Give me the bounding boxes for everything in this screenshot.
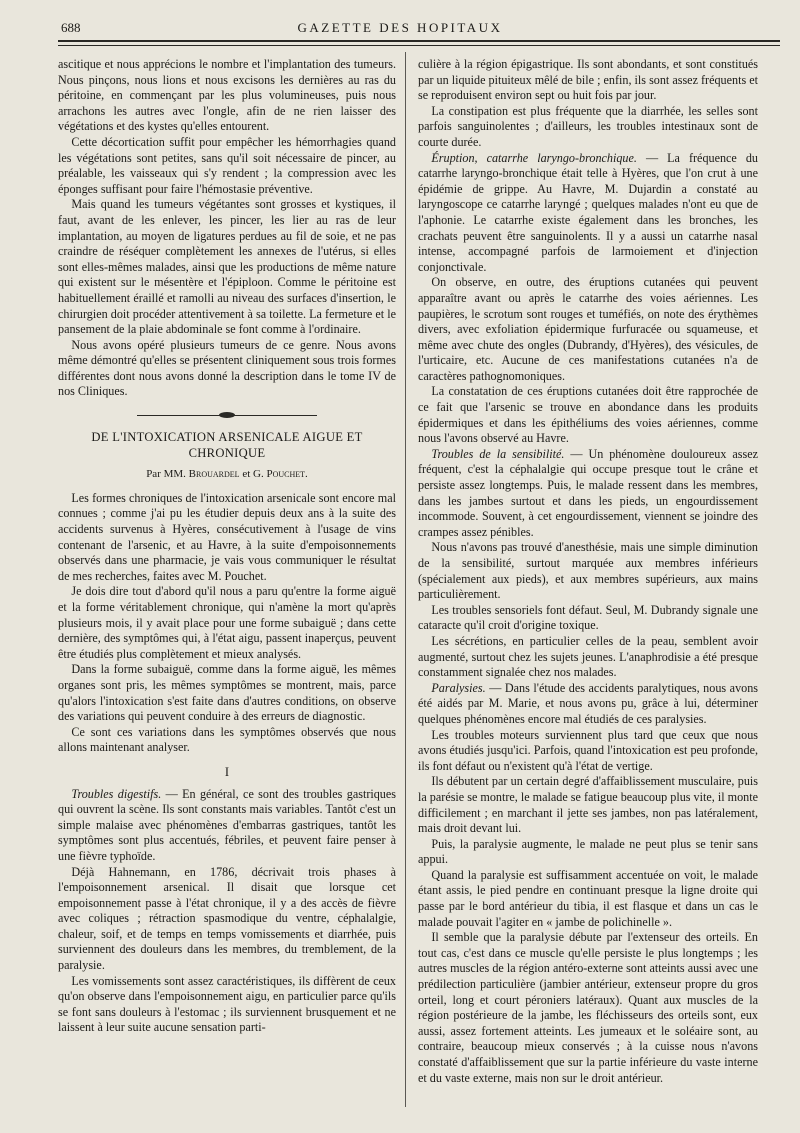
paragraph: On observe, en outre, des éruptions cutanées qui peuvent apparaître avant ou après le catarrhe des voies aériennes. Les paupières, le scrotum sont rouges et tuméfiés, on note des érythèmes divers, avec exfoliation épidermique furfuracée ou squameuse, et même avec chute des ongles (Dubrandy, d'Hyères), des vésicules, de l'urticaire, etc. Aucune de ces manifestations cutanées n'a de caractères pathognomoniques.	[418, 275, 758, 383]
paragraph: Je dois dire tout d'abord qu'il nous a paru qu'entre la forme aiguë et la forme véritablement chronique, qui n'amène la mort qu'après plusieurs mois, il y avait place pour une forme subaiguë ; dans cette dernière, des symptômes qui, à l'état aigu, passent inaperçus, peuvent être étudiés plus complètement et mieux analysés.	[58, 584, 396, 661]
paragraph: Quand la paralysie est suffisamment accentuée on voit, le malade étant assis, le pied pendre en continuant presque la ligne droite qui passe par le bord antérieur du tibia, il est flasque et dans un cas le malade pouvait l'agiter en « jambe de polichinelle ».	[418, 867, 758, 929]
byline-conjunction: et	[242, 468, 251, 481]
header-rule-thin	[58, 45, 780, 46]
byline	[58, 467, 396, 483]
right-column	[418, 57, 758, 1117]
paragraph: Ils débutent par un certain degré d'affaiblissement musculaire, puis la parésie se montre, le malade se fatigue beaucoup plus vite, il monte difficilement ; en marchant il jette ses jambes, non pas latéralement, mais droit devant lui.	[418, 774, 758, 836]
paragraph: Cette décortication suffit pour empêcher les hémorrhagies quand les végétations sont petites, sans qu'il soit nécessaire de pincer, au préalable, les vaisseaux qui s'y rendent ; la compression avec les éponges suffisant pour faire l'hémostasie préventive.	[58, 134, 396, 196]
paragraph-body: — En général, ce sont des troubles gastriques qui ouvrent la scène. Ils sont constants mais variables. Tantôt c'est un simple malaise avec phénomènes d'embarras gastriques, tantôt les symptômes sont plus accentués, fébriles, et peuvent faire penser à une fièvre typhoïde.	[58, 786, 396, 863]
section-separator	[137, 412, 317, 420]
left-column	[58, 57, 396, 1117]
paragraph: Mais quand les tumeurs végétantes sont grosses et kystiques, il faut, avant de les enlever, les pincer, les lier au ras de leur implantation, au moyen de ligatures perdues au fil de soie, et ne pas craindre de réséquer complètement les annexes de l'utérus, si elles sont elles-mêmes malades, ainsi que les productions de même nature qui existent sur le mésentère et l'épiploon. Comme le péritoine est habituellement éraillé et ramolli au niveau des surfaces d'insertion, le chirurgien doit procéder attentivement à sa toilette. La fermeture et le pansement de la plaie abdominale se font comme à l'ordinaire.	[58, 197, 396, 337]
page-number: 688	[61, 20, 81, 35]
subsection-heading: Troubles digestifs.	[71, 786, 162, 801]
paragraph: Nous n'avons pas trouvé d'anesthésie, mais une simple diminution de la sensibilité, surtout marquée aux membres inférieurs (spécialement aux pieds), et aux membres supérieurs, aux mains particulièrement.	[418, 540, 758, 602]
paragraph: Les troubles moteurs surviennent plus tard que ceux que nous avons étudiés jusqu'ici. Parfois, quand l'intoxication est peu profonde, ils font défaut ou n'existent qu'à l'état de vertige.	[418, 727, 758, 773]
paragraph: Ce sont ces variations dans les symptômes observés que nous allons maintenant analyser.	[58, 724, 396, 755]
paragraph: La constatation de ces éruptions cutanées doit être rapprochée de ce fait que l'arsenic se trouve en abondance dans les produits épidermiques et dans les épithéliums des voies aériennes, comme nous l'avons observé au Havre.	[418, 384, 758, 446]
paragraph: Les sécrétions, en particulier celles de la peau, semblent avoir augmenté, surtout chez les sujets jeunes. L'anaphrodisie a été presque constamment signalée chez nos malades.	[418, 633, 758, 680]
paragraph: Les formes chroniques de l'intoxication arsenicale sont encore mal connues ; comme j'ai pu les étudier depuis deux ans à la suite des accidents survenus à Hyères, consécutivement à l'usage de vins contenant de l'arsenic, et au Havre, à la suite d'empoisonnements observés dans une pharmacie, je vais vous communiquer le résultat de mes recherches, faites avec M. Pouchet.	[58, 490, 396, 583]
column-divider	[405, 52, 406, 1107]
paragraph: culière à la région épigastrique. Ils sont abondants, et sont constitués par un liquide pituiteux mêlé de bile ; enfin, ils sont assez fréquents et se reproduisent environ sept ou huit fois par jour.	[418, 57, 758, 103]
header-rule-thick	[58, 40, 780, 42]
paragraph: Puis, la paralysie augmente, le malade ne peut plus se tenir sans appui.	[418, 836, 758, 867]
journal-title: GAZETTE DES HOPITAUX	[297, 20, 503, 35]
author-name: Brouardel	[188, 468, 240, 481]
subsection-heading: Éruption, catarrhe laryngo-bronchique.	[431, 150, 637, 165]
paragraph: Il semble que la paralysie débute par l'extenseur des orteils. En tout cas, c'est dans ce muscle qu'elle persiste le plus longtemps ; les autres muscles de la région antéro-externe sont atteints aussi avec une prédilection particulière (jambier antérieur, extenseur propre du gros orteil, long et court péroniers latéraux). Quant aux muscles de la région postérieure de la jambe, les fléchisseurs des orteils sont, eux aussi, assez fortement atteints. Les jumeaux et le soléaire sont, au contraire, beaucoup mieux conservés ; à la cuisse nous n'avons constaté d'affaiblissement que sur la partie inférieure du vaste interne et du vaste externe, mais non sur le droit antérieur.	[418, 930, 758, 1085]
paragraph: Déjà Hahnemann, en 1786, décrivait trois phases à l'empoisonnement arsenical. Il disait que lorsque cet empoisonnement passe à l'état chronique, il y a des accès de fièvre avec coliques ; rétraction spasmodique du ventre, céphalalgie, chaleur, soif, et de temps en temps vomissements et diarrhée, puis surviennent des douleurs dans les membres, du tremblement, de la paralysie.	[58, 864, 396, 973]
paragraph: Nous avons opéré plusieurs tumeurs de ce genre. Nous avons même démontré qu'elles se présentent cliniquement sous trois formes différentes dont nous avons donné la description dans le tome IV de nos Cliniques.	[58, 337, 396, 399]
paragraph	[418, 151, 758, 276]
article-title: DE L'INTOXICATION ARSENICALE AIGUE ET CHRONIQUE	[91, 430, 363, 460]
paragraph: Dans la forme subaiguë, comme dans la forme aiguë, les mêmes organes sont pris, les mêmes symptômes se montrent, mais, parce qu'alors l'intoxication s'est faite dans d'autres conditions, on observe des variations qui peuvent conduire à des erreurs de diagnostic.	[58, 662, 396, 724]
section-numeral: I	[224, 764, 230, 779]
paragraph: La constipation est plus fréquente que la diarrhée, les selles sont parfois sanguinolentes ; d'ailleurs, les troubles intestinaux sont de courte durée.	[418, 103, 758, 149]
paragraph	[58, 787, 396, 865]
paragraph-body: — La fréquence du catarrhe laryngo-bronchique était telle à Hyères, que l'on crut à une épidémie de grippe. Au Havre, M. Dujardin a constaté au laryngoscope ce catarrhe laryngé ; quelques malades n'ont eu que de l'aphonie. Le catarrhe existe également dans les bronches, les crachats peuvent être sanguinolents. Il y a aussi un catarrhe nasal intense, accompagné parfois de larmoiement et d'injection conjonctivale.	[418, 150, 758, 274]
subsection-heading: Paralysies.	[431, 680, 486, 695]
subsection-heading: Troubles de la sensibilité.	[431, 446, 565, 461]
paragraph-body: — Dans l'étude des accidents paralytiques, nous avons été aidés par M. Marie, et nous avons pu, grâce à lui, déterminer quelques phénomènes encore mal étudiés de ces paralysies.	[418, 680, 758, 726]
paragraph: Les vomissements sont assez caractéristiques, ils diffèrent de ceux qu'on observe dans l'empoisonnement aigu, en particulier parce qu'ils se font sans douleurs à l'estomac ; ils surviennent brusquement et ne laissent à leur suite aucune sensation parti-	[58, 973, 396, 1035]
paragraph	[418, 681, 758, 728]
byline-prefix: Par MM.	[146, 468, 186, 481]
author-name: G. Pouchet.	[253, 468, 308, 481]
paragraph-body: — Un phénomène douloureux assez fréquent, c'est la céphalalgie qui occupe presque tout le crâne et persiste assez longtemps. Puis, le malade ressent dans les membres, dans les jambes surtout et dans les pieds, un engourdissement incommode. Souvent, à cet engourdissement, viennent se joindre des crampes assez pénibles.	[418, 446, 758, 539]
paragraph	[418, 447, 758, 541]
paragraph: Les troubles sensoriels font défaut. Seul, M. Dubrandy signale une cataracte qu'il croit d'origine toxique.	[418, 602, 758, 633]
paragraph: ascitique et nous apprécions le nombre et l'implantation des tumeurs. Nous pinçons, nous lions et nous excisons les dernières au ras du péritoine, en commençant par les plus volumineuses, puis nous arrachons les autres avec l'ongle, afin de ne rien laisser des végétations et des kystes qu'elles entourent.	[58, 57, 396, 134]
